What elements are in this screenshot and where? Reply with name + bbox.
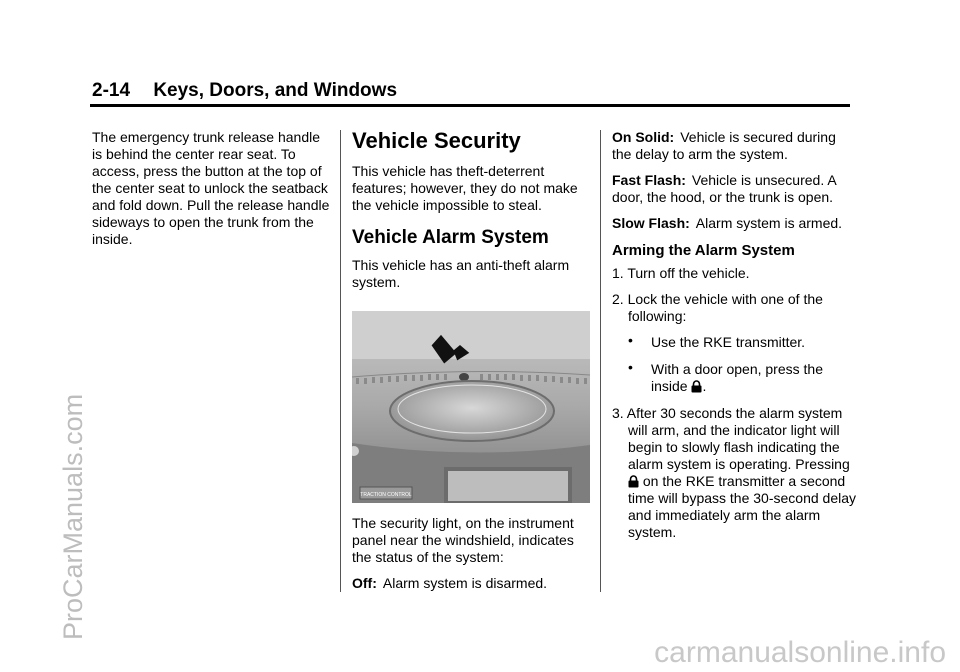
step-3-text-cont: on the RKE transmitter a second time will bypass the 30-second delay and immediately arm the alarm system. [628,473,857,540]
column-3 [612,129,856,550]
bullet-dot: • [628,332,633,348]
column-2 [352,128,592,601]
status-solid [612,129,856,163]
bullet-dot: • [628,359,633,375]
status-fast-label: Fast Flash: [612,172,686,188]
step-2: 2. Lock the vehicle with one of the following: [612,291,823,324]
header-rule [90,104,850,107]
security-light-photo [352,311,590,503]
status-slow-flash [612,215,856,232]
status-off-label: Off: [352,575,377,591]
vehicle-security-heading: Vehicle Security [352,128,521,153]
status-solid-text: Vehicle is secured during the delay to arm the system. [612,129,836,162]
trunk-release-text: The emergency trunk release handle is behind the center rear seat. To access, press the button at the top of the center seat to unlock the seatback and fold down. Pull the release handle sideways to open the trunk from the inside. [92,129,330,247]
page-header [92,80,397,102]
alarm-system-heading: Vehicle Alarm System [352,227,549,248]
status-slow-label: Slow Flash: [612,215,690,231]
status-fast-text: Vehicle is unsecured. A door, the hood, or the trunk is open. [612,172,836,205]
step-3 [612,405,856,541]
bullet-rke-text: Use the RKE transmitter. [651,334,806,350]
photo-button-label: TRACTION CONTROL [360,492,412,498]
step-1: 1. Turn off the vehicle. [612,265,750,281]
status-fast-flash [612,172,856,206]
bullet-rke [628,334,856,351]
bullet-door-period: . [702,378,707,394]
lock-icon [691,380,702,393]
photo-caption: The security light, on the instrument panel near the windshield, indicates the status of the system: [352,515,574,565]
status-off-text: Alarm system is disarmed. [382,575,548,591]
arming-heading: Arming the Alarm System [612,242,795,259]
status-off [352,575,592,592]
bullet-door [628,361,856,395]
security-light-indicator [459,373,469,381]
column-divider-1 [340,130,341,592]
status-solid-label: On Solid: [612,129,675,145]
column-divider-2 [600,130,601,592]
alarm-intro-text: This vehicle has an anti-theft alarm system. [352,257,570,290]
lock-icon [628,475,639,488]
bullet-door-text: With a door open, press the inside [651,361,823,394]
footer-watermark: carmanualsonline.info [654,636,946,669]
page-number: 2-14 [92,80,131,101]
side-watermark: ProCarManuals.com [58,393,88,640]
step-3-text: 3. After 30 seconds the alarm system will arm, and the indicator light will begin to slowly flash indicating the alarm system is operating. Pressing [612,405,850,472]
security-intro-text: This vehicle has theft-deterrent features; however, they do not make the vehicle impossible to steal. [352,163,578,213]
dash-speaker [390,381,554,441]
chapter-title: Keys, Doors, and Windows [153,80,398,101]
status-slow-text: Alarm system is armed. [695,215,843,231]
column-1 [92,129,332,257]
